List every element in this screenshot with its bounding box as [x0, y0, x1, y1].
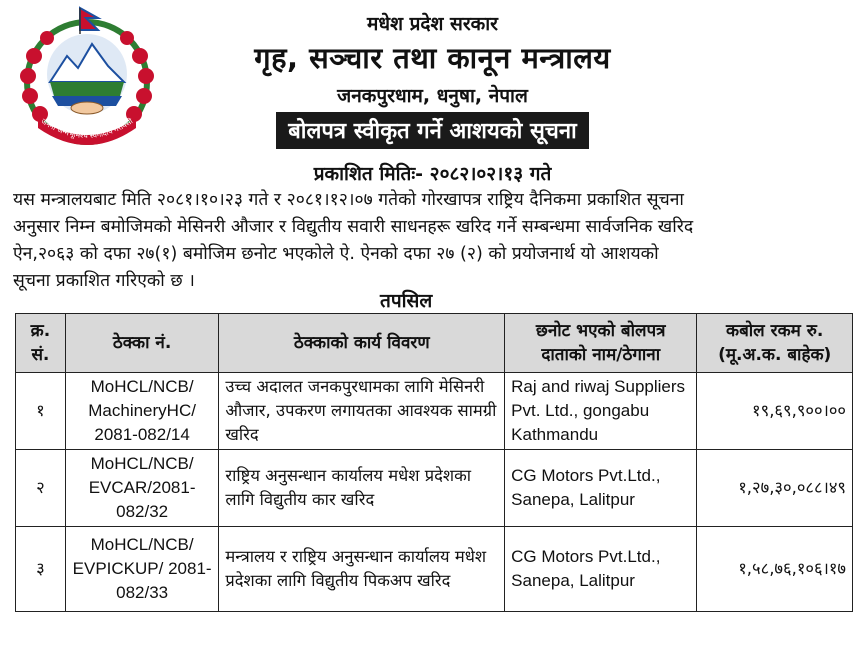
header-supplier: छनोट भएको बोलपत्र दाताको नाम/ठेगाना — [505, 314, 697, 373]
body-line: ऐन,२०६३ को दफा २७(१) बमोजिम छनोट भएकोले ऐ. ऐनको दफा २७ (२) को प्रयोजनार्थ यो आशयको — [13, 244, 659, 264]
list-heading: तपसिल — [380, 290, 433, 312]
cell-sn: ३ — [16, 527, 66, 612]
published-date: प्रकाशित मितिः- २०८२।०२।१३ गते — [313, 163, 552, 185]
government-name: मधेश प्रदेश सरकार — [367, 13, 498, 35]
cell-contract-no: MoHCL/NCB/ EVPICKUP/ 2081-082/33 — [65, 527, 219, 612]
cell-amount: १,५८,७६,१०६।१७ — [697, 527, 853, 612]
cell-contract-no: MoHCL/NCB/ EVCAR/2081- 082/32 — [65, 450, 219, 527]
cell-sn: १ — [16, 373, 66, 450]
cell-amount: १९,६९,९००।०० — [697, 373, 853, 450]
cell-description: राष्ट्रिय अनुसन्धान कार्यालय मधेश प्रदेशका लागि विद्युतीय कार खरिद — [219, 450, 505, 527]
body-line: अनुसार निम्न बमोजिमको मेसिनरी औजार र विद्युतीय सवारी साधनहरू खरिद गर्ने सम्बन्धमा सार्वजनिक खरिद — [13, 217, 694, 237]
cell-supplier: CG Motors Pvt.Ltd., Sanepa, Lalitpur — [505, 527, 697, 612]
cell-amount: १,२७,३०,०८८।४९ — [697, 450, 853, 527]
header-description: ठेक्काको कार्य विवरण — [219, 314, 505, 373]
ministry-location: जनकपुरधाम, धनुषा, नेपाल — [337, 85, 528, 107]
contract-table — [15, 313, 853, 612]
table-header-row — [16, 314, 853, 373]
ministry-name: गृह, सञ्चार तथा कानून मन्त्रालय — [254, 41, 611, 75]
cell-supplier: Raj and riwaj Suppliers Pvt. Ltd., gongabu Kathmandu — [505, 373, 697, 450]
notice-body — [13, 187, 853, 295]
cell-sn: २ — [16, 450, 66, 527]
table-row — [16, 527, 853, 612]
body-line: यस मन्त्रालयबाट मिति २०८१।१०।२३ गते र २०८१।१२।०७ गतेको गोरखापत्र राष्ट्रिय दैनिकमा प्रकाशित सूचना — [13, 190, 684, 210]
cell-contract-no: MoHCL/NCB/ MachineryHC/ 2081-082/14 — [65, 373, 219, 450]
notice-title: बोलपत्र स्वीकृत गर्ने आशयको सूचना — [276, 112, 589, 149]
cell-description: उच्च अदालत जनकपुरधामका लागि मेसिनरी औजार, उपकरण लगायतका आवश्यक सामग्री खरिद — [219, 373, 505, 450]
emblem-motto: जननी जन्मभूमिश्च स्वर्गादपि गरीयसी — [39, 116, 135, 141]
header-contract-no: ठेक्का नं. — [65, 314, 219, 373]
header-amount: कबोल रकम रु. (मू.अ.क. बाहेक) — [697, 314, 853, 373]
table-row — [16, 450, 853, 527]
table-row — [16, 373, 853, 450]
header-sn: क्र. सं. — [16, 314, 66, 373]
body-line: सूचना प्रकाशित गरिएको छ । — [13, 271, 195, 291]
notice-banner — [0, 112, 865, 149]
cell-supplier: CG Motors Pvt.Ltd., Sanepa, Lalitpur — [505, 450, 697, 527]
cell-description: मन्त्रालय र राष्ट्रिय अनुसन्धान कार्यालय मधेश प्रदेशका लागि विद्युतीय पिकअप खरिद — [219, 527, 505, 612]
